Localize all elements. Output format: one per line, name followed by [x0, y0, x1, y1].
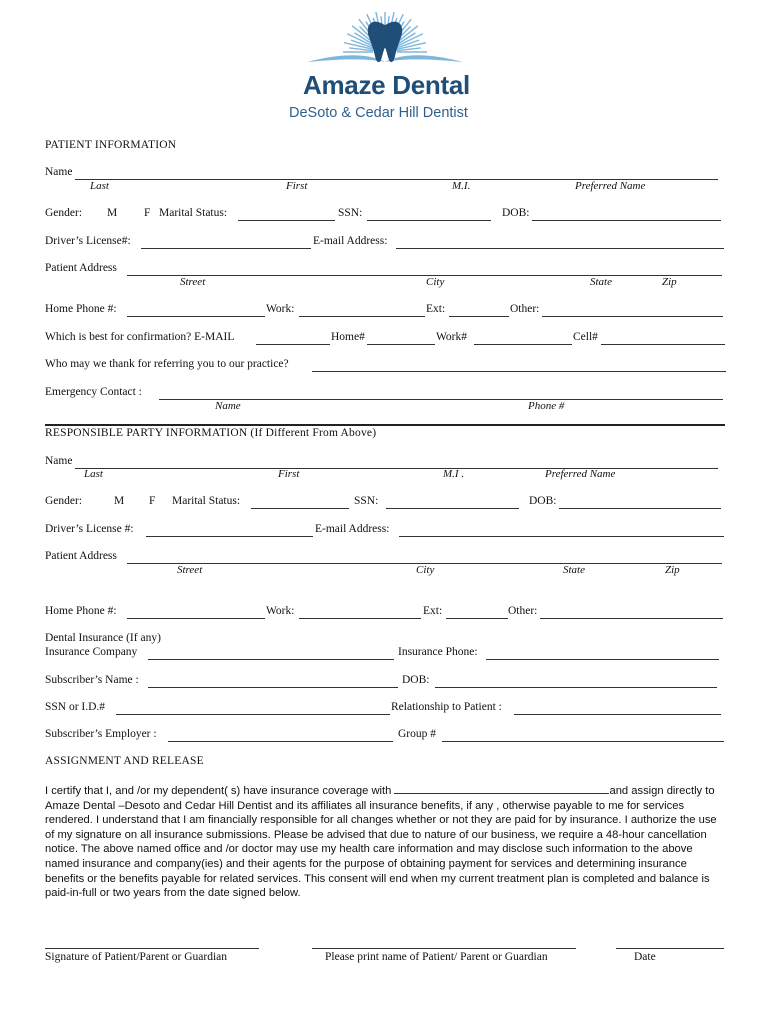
- emergency-phone-caption: Phone #: [528, 400, 565, 412]
- patient-street-caption: Street: [180, 276, 206, 288]
- responsible-ssn-field[interactable]: [386, 494, 519, 509]
- date-label: Date: [634, 951, 656, 963]
- patient-gender-m[interactable]: M: [107, 207, 118, 219]
- confirm-home-field[interactable]: [367, 330, 435, 345]
- subscriber-dob-label: DOB:: [402, 674, 430, 686]
- patient-first-caption: First: [286, 180, 308, 192]
- responsible-ext-label: Ext:: [423, 605, 443, 617]
- responsible-license-field[interactable]: [146, 522, 313, 537]
- patient-address-field[interactable]: [127, 261, 722, 276]
- insurance-company-label: Insurance Company: [45, 646, 138, 658]
- responsible-marital-field[interactable]: [251, 494, 349, 509]
- emergency-contact-field[interactable]: [159, 385, 723, 400]
- patient-email-label: E-mail Address:: [313, 235, 388, 247]
- emergency-name-caption: Name: [215, 400, 241, 412]
- assignment-text-start: I certify that I, and /or my dependent( s) have insurance coverage with: [45, 785, 395, 797]
- employer-field[interactable]: [168, 727, 393, 742]
- patient-license-field[interactable]: [141, 234, 311, 249]
- patient-preferred-caption: Preferred Name: [575, 180, 646, 192]
- responsible-gender-f[interactable]: F: [149, 495, 156, 507]
- insurance-phone-field[interactable]: [486, 645, 719, 660]
- responsible-section-title: RESPONSIBLE PARTY INFORMATION (If Different From Above): [45, 427, 377, 439]
- patient-dob-label: DOB:: [502, 207, 530, 219]
- confirm-cell-field[interactable]: [601, 330, 725, 345]
- responsible-city-caption: City: [416, 564, 435, 576]
- subscriber-name-field[interactable]: [148, 673, 398, 688]
- relationship-field[interactable]: [514, 700, 721, 715]
- responsible-mi-caption: M.I .: [443, 468, 465, 480]
- responsible-home-phone-label: Home Phone #:: [45, 605, 117, 617]
- responsible-zip-caption: Zip: [665, 564, 680, 576]
- relationship-label: Relationship to Patient :: [391, 701, 502, 713]
- confirm-work-field[interactable]: [474, 330, 572, 345]
- patient-referral-label: Who may we thank for referring you to our practice?: [45, 358, 289, 370]
- responsible-preferred-caption: Preferred Name: [545, 468, 616, 480]
- group-field[interactable]: [442, 727, 724, 742]
- patient-section-title: PATIENT INFORMATION: [45, 139, 177, 151]
- patient-mi-caption: M.I.: [452, 180, 471, 192]
- patient-work-label: Work:: [266, 303, 295, 315]
- subscriber-name-label: Subscriber’s Name :: [45, 674, 139, 686]
- print-name-line[interactable]: [312, 948, 576, 949]
- responsible-work-field[interactable]: [299, 604, 421, 619]
- patient-last-caption: Last: [90, 180, 109, 192]
- print-name-label: Please print name of Patient/ Parent or Guardian: [325, 951, 548, 963]
- responsible-other-label: Other:: [508, 605, 538, 617]
- responsible-license-label: Driver’s License #:: [45, 523, 134, 535]
- responsible-first-caption: First: [278, 468, 300, 480]
- responsible-state-caption: State: [563, 564, 585, 576]
- patient-ext-label: Ext:: [426, 303, 446, 315]
- ssn-id-field[interactable]: [116, 700, 390, 715]
- responsible-dob-label: DOB:: [529, 495, 557, 507]
- responsible-address-field[interactable]: [127, 549, 722, 564]
- subscriber-dob-field[interactable]: [435, 673, 717, 688]
- emergency-contact-label: Emergency Contact :: [45, 386, 142, 398]
- responsible-home-phone-field[interactable]: [127, 604, 265, 619]
- responsible-address-label: Patient Address: [45, 550, 117, 562]
- patient-other-field[interactable]: [542, 302, 723, 317]
- responsible-name-field[interactable]: [75, 454, 718, 469]
- section-divider: [45, 424, 725, 426]
- patient-zip-caption: Zip: [662, 276, 677, 288]
- responsible-street-caption: Street: [177, 564, 203, 576]
- confirm-home-label: Home#: [331, 331, 365, 343]
- assignment-text: [45, 783, 725, 901]
- patient-city-caption: City: [426, 276, 445, 288]
- patient-dob-field[interactable]: [532, 206, 721, 221]
- group-label: Group #: [398, 728, 437, 740]
- signature-line[interactable]: [45, 948, 259, 949]
- responsible-last-caption: Last: [84, 468, 103, 480]
- responsible-dob-field[interactable]: [559, 494, 721, 509]
- patient-ssn-field[interactable]: [367, 206, 491, 221]
- responsible-name-label: Name: [45, 455, 73, 467]
- patient-license-label: Driver’s License#:: [45, 235, 131, 247]
- patient-home-phone-field[interactable]: [127, 302, 265, 317]
- patient-address-label: Patient Address: [45, 262, 117, 274]
- patient-name-field[interactable]: [75, 165, 718, 180]
- patient-name-label: Name: [45, 166, 73, 178]
- assignment-text-rest: and assign directly to Amaze Dental –Desoto and Cedar Hill Dentist and its affiliates all insurance benefits, if any , otherwise payable to me for services rendered. I understand that I am financially responsible for all changes whether or not they are paid for by insurance. I authorize the use of my signature on all insurance submissions. Please be advised that due to nature of our business, we require a 48-hour cancellation notice. The above named office and /or doctor may use my health care information and may disclose such information to the above named insurance and company(ies) and their agents for the purpose of obtaining payment for services and determining insurance benefits or the benefits payable for related services. This consent will end when my current treatment plan is completed and balance is paid-in-full or two years from the date signed below.: [45, 785, 717, 900]
- patient-ssn-label: SSN:: [338, 207, 363, 219]
- insurance-heading: Dental Insurance (If any): [45, 632, 161, 644]
- insurance-phone-label: Insurance Phone:: [398, 646, 478, 658]
- brand-tagline: DeSoto & Cedar Hill Dentist: [289, 105, 468, 121]
- patient-work-field[interactable]: [299, 302, 425, 317]
- patient-marital-label: Marital Status:: [159, 207, 228, 219]
- patient-state-caption: State: [590, 276, 612, 288]
- insurance-carrier-field[interactable]: [394, 783, 609, 794]
- patient-marital-field[interactable]: [238, 206, 335, 221]
- confirm-cell-label: Cell#: [573, 331, 598, 343]
- responsible-marital-label: Marital Status:: [172, 495, 241, 507]
- responsible-gender-m[interactable]: M: [114, 495, 125, 507]
- responsible-email-field[interactable]: [399, 522, 724, 537]
- patient-home-phone-label: Home Phone #:: [45, 303, 117, 315]
- employer-label: Subscriber’s Employer :: [45, 728, 157, 740]
- patient-confirm-label: Which is best for confirmation? E-MAIL: [45, 331, 235, 343]
- confirm-work-label: Work#: [436, 331, 468, 343]
- confirm-email-field[interactable]: [256, 330, 330, 345]
- assignment-section-title: ASSIGNMENT AND RELEASE: [45, 755, 204, 767]
- brand-name: Amaze Dental: [303, 70, 470, 100]
- patient-gender-label: Gender:: [45, 207, 83, 219]
- tooth-icon: [285, 12, 485, 72]
- date-line[interactable]: [616, 948, 724, 949]
- responsible-other-field[interactable]: [540, 604, 723, 619]
- responsible-ext-field[interactable]: [446, 604, 508, 619]
- responsible-work-label: Work:: [266, 605, 295, 617]
- patient-gender-f[interactable]: F: [144, 207, 151, 219]
- responsible-email-label: E-mail Address:: [315, 523, 390, 535]
- insurance-company-field[interactable]: [148, 645, 394, 660]
- patient-referral-field[interactable]: [312, 357, 726, 372]
- logo: [285, 12, 485, 124]
- signature-label: Signature of Patient/Parent or Guardian: [45, 951, 228, 963]
- responsible-gender-label: Gender:: [45, 495, 83, 507]
- patient-ext-field[interactable]: [449, 302, 509, 317]
- patient-email-field[interactable]: [396, 234, 724, 249]
- ssn-id-label: SSN or I.D.#: [45, 701, 106, 713]
- responsible-ssn-label: SSN:: [354, 495, 379, 507]
- patient-other-label: Other:: [510, 303, 540, 315]
